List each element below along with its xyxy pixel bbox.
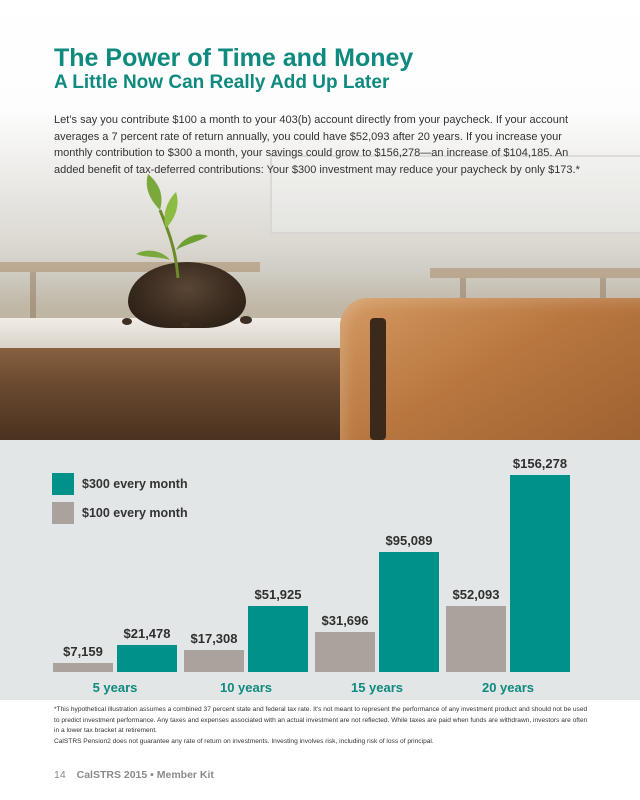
legend-label-300: $300 every month: [82, 477, 188, 491]
bar-100-10-years: [184, 650, 244, 672]
floor: [0, 392, 640, 440]
document-name: CalSTRS 2015 • Member Kit: [76, 769, 214, 781]
page-title: The Power of Time and Money: [54, 44, 414, 72]
legend-label-100: $100 every month: [82, 506, 188, 520]
assumption-footnote: *This hypothetical illustration assumes a combined 37 percent state and federal tax rate. It’s not meant to represent the performance of any investment product and should not be used to predict investment performance. Any taxes and expenses associated with an actual investment are not reflected. While taxes are paid when funds are withdrawn, investors are often in a lower tax bracket at retirement.: [54, 706, 588, 734]
bar-300-5-years: [117, 645, 177, 672]
investment-disclaimer: CalSTRS Pension2 does not guarantee any rate of return on investments. Investing involves risk, including risk of loss of principal.: [54, 738, 434, 745]
data-label-100-15-years: $31,696: [321, 613, 369, 628]
page-number: 14: [54, 769, 66, 781]
chair-back: [340, 298, 640, 440]
category-label-10-years: 10 years: [219, 680, 273, 695]
bar-100-20-years: [446, 606, 506, 672]
page-footer: [54, 769, 214, 781]
data-label-300-15-years: $95,089: [385, 533, 433, 548]
intro-paragraph: Let’s say you contribute $100 a month to your 403(b) account directly from your paycheck. If your account averages a 7 percent rate of return annually, you could have $52,093 after 20 years. If you increase your monthly contribution to $300 a month, your savings could grow to $156,278—an increase of $104,185. An added benefit of tax-deferred contributions: Your $300 investment may reduce your paycheck by only $173.*: [54, 114, 580, 176]
soil-mound: [128, 262, 246, 328]
data-label-100-5-years: $7,159: [63, 644, 103, 659]
desk-top: [0, 318, 412, 348]
category-label-5-years: 5 years: [92, 680, 138, 695]
soil-crumb: [182, 322, 190, 327]
page-subtitle: A Little Now Can Really Add Up Later: [54, 72, 390, 93]
category-label-15-years: 15 years: [350, 680, 404, 695]
desk-leg: [600, 278, 606, 318]
desk-edge: [0, 346, 400, 440]
chart-plot-area: [0, 440, 640, 700]
data-label-300-5-years: $21,478: [123, 626, 171, 641]
category-label-20-years: 20 years: [481, 680, 535, 695]
savings-bar-chart: [0, 440, 640, 700]
bar-100-5-years: [53, 663, 113, 672]
data-label-300-20-years: $156,278: [512, 456, 568, 471]
bar-100-15-years: [315, 632, 375, 672]
background-desk: [0, 262, 260, 272]
data-label-300-10-years: $51,925: [254, 587, 302, 602]
background-desk: [430, 268, 640, 278]
chair-rail: [370, 318, 386, 440]
sprout-icon: [120, 170, 230, 280]
desk-leg: [460, 278, 466, 318]
soil-crumb: [240, 316, 252, 324]
data-label-100-20-years: $52,093: [452, 587, 500, 602]
bar-300-20-years: [510, 475, 570, 672]
soil-crumb: [122, 318, 132, 325]
data-label-100-10-years: $17,308: [190, 631, 238, 646]
desk-leg: [30, 272, 36, 322]
bar-300-10-years: [248, 606, 308, 672]
bar-300-15-years: [379, 552, 439, 672]
